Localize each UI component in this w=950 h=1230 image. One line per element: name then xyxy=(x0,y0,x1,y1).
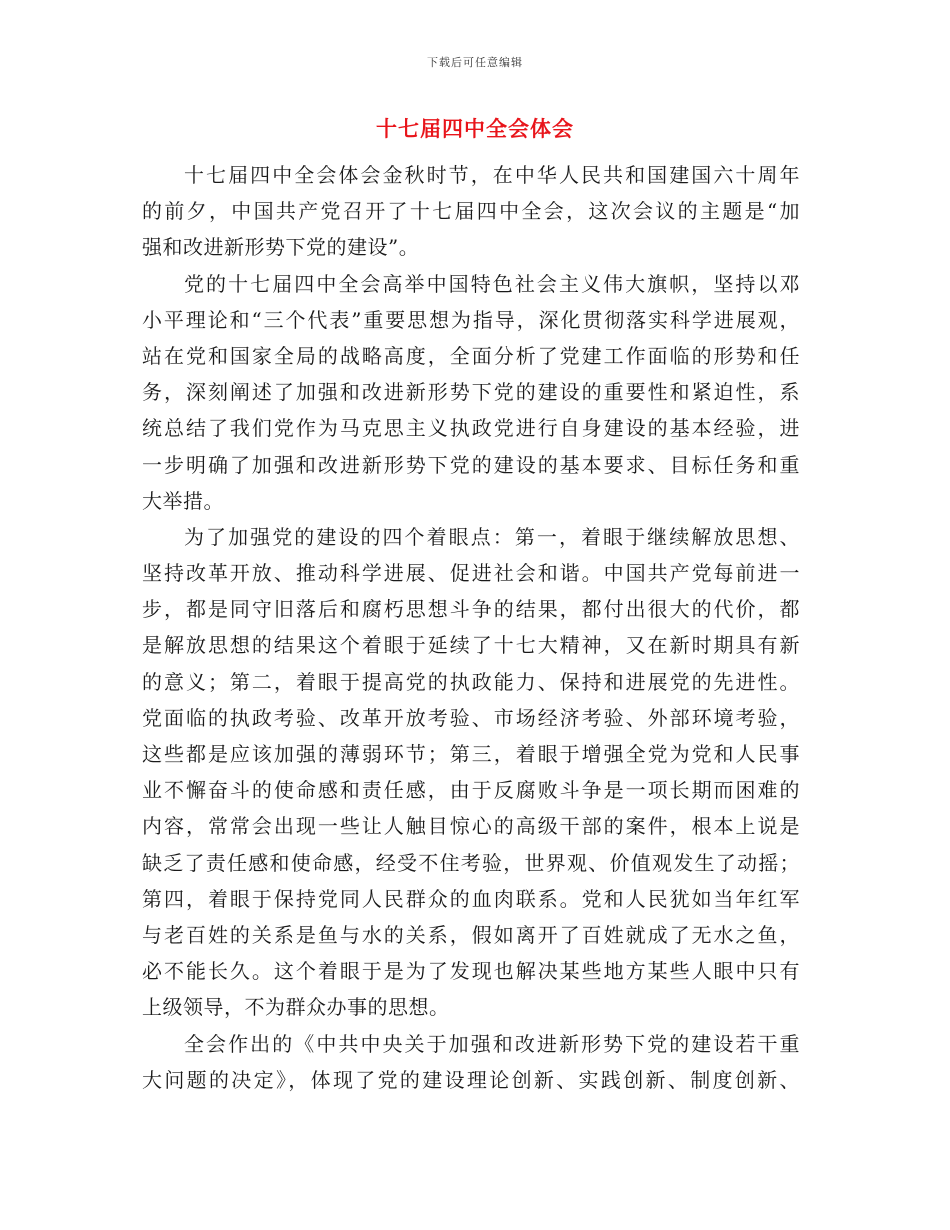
text-line: 为了加强党的建设的四个着眼点：第一，着眼于继续解放思想、 xyxy=(184,524,800,549)
text-line: 党面临的执政考验、改革开放考验、市场经济考验、外部环境考验， xyxy=(142,705,800,730)
text-line: 十七届四中全会体会金秋时节，在中华人民共和国建国六十周年 xyxy=(184,163,800,187)
text-line: 大问题的决定》，体现了党的建设理论创新、实践创新、制度创新、 xyxy=(142,1067,800,1092)
text-line: 第四，着眼于保持党同人民群众的血肉联系。党和人民犹如当年红军 xyxy=(142,886,800,911)
text-line: 的意义；第二，着眼于提高党的执政能力、保持和进展党的先进性。 xyxy=(142,669,800,694)
text-line: 与老百姓的关系是鱼与水的关系，假如离开了百姓就成了无水之鱼， xyxy=(142,922,800,947)
text-line: 必不能长久。这个着眼于是为了发现也解决某些地方某些人眼中只有 xyxy=(142,959,800,984)
text-line: 党的十七届四中全会高举中国特色社会主义伟大旗帜，坚持以邓 xyxy=(184,271,800,296)
text-line: 务，深刻阐述了加强和改进新形势下党的建设的重要性和紧迫性，系 xyxy=(142,380,800,405)
text-line: 站在党和国家全局的战略高度，全面分析了党建工作面临的形势和任 xyxy=(142,343,800,368)
paragraph-2 xyxy=(142,266,800,519)
document-title: 十七届四中全会体会 xyxy=(376,116,574,141)
text-line: 统总结了我们党作为马克思主义执政党进行自身建设的基本经验，进 xyxy=(142,416,800,441)
text-line: 强和改进新形势下党的建设”。 xyxy=(142,235,420,260)
text-line: 这些都是应该加强的薄弱环节；第三，着眼于增强全党为党和人民事 xyxy=(142,742,800,766)
text-line: 全会作出的《中共中央关于加强和改进新形势下党的建设若干重 xyxy=(184,1031,800,1056)
text-line: 内容，常常会出现一些让人触目惊心的高级干部的案件，根本上说是 xyxy=(142,814,800,839)
text-line: 步，都是同守旧落后和腐朽思想斗争的结果，都付出很大的代价，都 xyxy=(142,597,800,622)
text-line: 缺乏了责任感和使命感，经受不住考验，世界观、价值观发生了动摇； xyxy=(142,850,800,875)
paragraph-1 xyxy=(142,157,800,266)
text-line: 一步明确了加强和改进新形势下党的建设的基本要求、目标任务和重 xyxy=(142,452,800,477)
text-line: 上级领导，不为群众办事的思想。 xyxy=(142,995,450,1020)
document-body xyxy=(142,157,800,1098)
text-line: 是解放思想的结果这个着眼于延续了十七大精神，又在新时期具有新 xyxy=(142,633,800,658)
text-line: 坚持改革开放、推动科学进展、促进社会和谐。中国共产党每前进一 xyxy=(142,561,800,586)
header-note: 下载后可任意编辑 xyxy=(427,56,523,69)
paragraph-4 xyxy=(142,1026,800,1098)
text-line: 业不懈奋斗的使命感和责任感，由于反腐败斗争是一项长期而困难的 xyxy=(142,778,800,803)
text-line: 大举措。 xyxy=(142,488,224,513)
text-line: 小平理论和“三个代表”重要思想为指导，深化贯彻落实科学进展观， xyxy=(142,307,800,332)
text-line: 的前夕，中国共产党召开了十七届四中全会，这次会议的主题是“加 xyxy=(142,199,800,224)
paragraph-3 xyxy=(142,519,800,1026)
